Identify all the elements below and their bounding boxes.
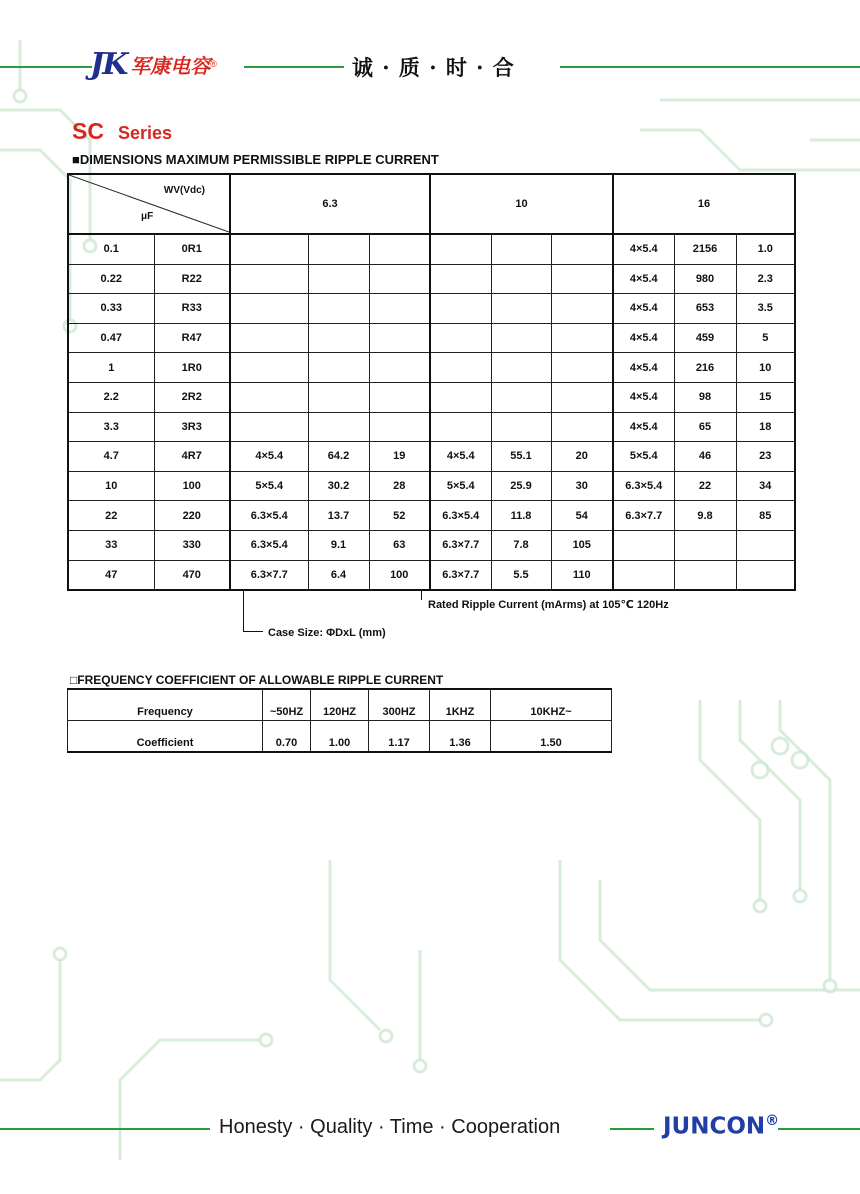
voltage-header-16: 16 [613, 174, 795, 234]
code-cell: 330 [154, 530, 230, 560]
code-cell: R47 [154, 323, 230, 353]
case-size-cell: 6.3×5.4 [230, 530, 308, 560]
case-size-cell: 4×5.4 [613, 353, 674, 383]
ripple-current-cell [308, 353, 369, 383]
coefficient-cell: 1.36 [430, 721, 491, 753]
third-value-cell [369, 323, 430, 353]
logo-mark: JK [90, 46, 127, 82]
series-code: SC [72, 118, 104, 144]
third-value-cell: 15 [736, 382, 795, 412]
code-cell: R22 [154, 264, 230, 294]
header-line-right [560, 66, 860, 68]
ripple-current-cell [491, 294, 551, 324]
code-cell: 470 [154, 560, 230, 590]
ripple-current-cell: 25.9 [491, 471, 551, 501]
table-row [68, 560, 795, 590]
code-cell: 4R7 [154, 442, 230, 472]
third-value-cell [736, 530, 795, 560]
capacitance-cell: 3.3 [68, 412, 154, 442]
case-size-cell [430, 353, 491, 383]
ripple-current-cell: 65 [674, 412, 736, 442]
ripple-current-cell [308, 234, 369, 264]
footer-line-left [0, 1128, 210, 1130]
third-value-cell: 19 [369, 442, 430, 472]
case-size-cell [430, 382, 491, 412]
case-size-cell [230, 264, 308, 294]
case-size-cell: 6.3×5.4 [613, 471, 674, 501]
table-row [68, 471, 795, 501]
case-size-cell [230, 234, 308, 264]
third-value-cell: 2.3 [736, 264, 795, 294]
case-size-cell: 6.3×5.4 [230, 501, 308, 531]
third-value-cell: 30 [551, 471, 613, 501]
ripple-current-cell: 55.1 [491, 442, 551, 472]
case-size-cell [430, 234, 491, 264]
third-value-cell: 10 [736, 353, 795, 383]
header-wv-label: WV(Vdc) [163, 185, 205, 196]
ripple-current-cell: 64.2 [308, 442, 369, 472]
capacitance-cell: 47 [68, 560, 154, 590]
third-value-cell: 110 [551, 560, 613, 590]
third-value-cell [369, 412, 430, 442]
code-cell: R33 [154, 294, 230, 324]
third-value-cell: 63 [369, 530, 430, 560]
case-size-cell: 4×5.4 [613, 412, 674, 442]
capacitance-cell: 0.47 [68, 323, 154, 353]
capacitance-cell: 2.2 [68, 382, 154, 412]
logo-registered: ® [210, 59, 217, 69]
third-value-cell [369, 234, 430, 264]
case-annotation: Case Size: ΦDxL (mm) [268, 627, 386, 639]
ripple-current-cell: 2156 [674, 234, 736, 264]
brand-registered: ® [765, 1113, 780, 1129]
ripple-current-cell [674, 530, 736, 560]
case-size-cell: 5×5.4 [613, 442, 674, 472]
ripple-current-cell [308, 412, 369, 442]
case-size-cell [230, 412, 308, 442]
frequency-cell: ~50HZ [263, 689, 311, 721]
case-size-cell: 6.3×5.4 [430, 501, 491, 531]
case-size-cell [230, 353, 308, 383]
logo-chinese-name: 军康电容 [130, 53, 211, 78]
footer-slogan: Honesty · Quality · Time · Cooperation [219, 1116, 561, 1138]
case-size-cell [430, 264, 491, 294]
coefficient-row [68, 721, 612, 753]
corner-diagonal [69, 175, 229, 233]
header-line-middle [244, 66, 344, 68]
series-title [72, 118, 172, 145]
ripple-current-cell [491, 412, 551, 442]
case-size-cell [230, 294, 308, 324]
ripple-current-cell: 22 [674, 471, 736, 501]
case-size-cell: 4×5.4 [613, 234, 674, 264]
ripple-current-cell: 9.8 [674, 501, 736, 531]
table-row [68, 264, 795, 294]
section-title-dimensions: ■DIMENSIONS MAXIMUM PERMISSIBLE RIPPLE CURRENT [72, 152, 439, 167]
capacitance-cell: 1 [68, 353, 154, 383]
third-value-cell [551, 353, 613, 383]
third-value-cell [369, 353, 430, 383]
case-size-cell: 5×5.4 [230, 471, 308, 501]
table-row [68, 323, 795, 353]
header-motto: 诚 · 质 · 时 · 合 [352, 55, 515, 80]
header-corner-cell [68, 174, 230, 234]
coefficient-cell: 0.70 [263, 721, 311, 753]
third-value-cell: 54 [551, 501, 613, 531]
brand-name: JUNCON [663, 1113, 766, 1140]
ripple-current-cell [491, 353, 551, 383]
voltage-header-10: 10 [430, 174, 613, 234]
capacitance-cell: 0.33 [68, 294, 154, 324]
case-size-cell [430, 323, 491, 353]
section-title-frequency: □FREQUENCY COEFFICIENT OF ALLOWABLE RIPPLE CURRENT [70, 673, 444, 687]
ripple-current-cell: 5.5 [491, 560, 551, 590]
frequency-cell: 120HZ [311, 689, 369, 721]
code-cell: 3R3 [154, 412, 230, 442]
ripple-current-cell [674, 560, 736, 590]
code-cell: 220 [154, 501, 230, 531]
capacitance-cell: 4.7 [68, 442, 154, 472]
ripple-current-cell: 980 [674, 264, 736, 294]
capacitance-cell: 33 [68, 530, 154, 560]
ripple-annotation-leader [421, 590, 422, 600]
case-size-cell: 4×5.4 [613, 294, 674, 324]
third-value-cell [369, 382, 430, 412]
header-line-left [0, 66, 92, 68]
case-size-cell: 4×5.4 [430, 442, 491, 472]
table-row [68, 501, 795, 531]
third-value-cell: 18 [736, 412, 795, 442]
third-value-cell: 105 [551, 530, 613, 560]
capacitance-cell: 10 [68, 471, 154, 501]
third-value-cell [551, 382, 613, 412]
ripple-current-cell: 6.4 [308, 560, 369, 590]
capacitance-cell: 22 [68, 501, 154, 531]
third-value-cell [551, 264, 613, 294]
coefficient-cell: 1.00 [311, 721, 369, 753]
case-size-cell [430, 294, 491, 324]
footer-brand [663, 1113, 779, 1140]
case-size-cell [430, 412, 491, 442]
frequency-cell: 300HZ [369, 689, 430, 721]
frequency-cell: 10KHZ~ [491, 689, 612, 721]
table-row [68, 234, 795, 264]
ripple-current-cell: 98 [674, 382, 736, 412]
case-size-cell [613, 560, 674, 590]
coefficient-cell: 1.17 [369, 721, 430, 753]
case-size-cell: 6.3×7.7 [430, 530, 491, 560]
third-value-cell [369, 294, 430, 324]
ripple-current-cell: 13.7 [308, 501, 369, 531]
table-row [68, 530, 795, 560]
ripple-current-cell: 11.8 [491, 501, 551, 531]
ripple-current-cell [308, 294, 369, 324]
ripple-current-cell [491, 323, 551, 353]
third-value-cell [551, 234, 613, 264]
capacitance-cell: 0.22 [68, 264, 154, 294]
series-word: Series [117, 123, 172, 143]
third-value-cell: 52 [369, 501, 430, 531]
ripple-current-cell [491, 382, 551, 412]
footer-line-middle [610, 1128, 654, 1130]
ripple-current-cell: 7.8 [491, 530, 551, 560]
third-value-cell: 23 [736, 442, 795, 472]
third-value-cell: 85 [736, 501, 795, 531]
ripple-current-cell: 30.2 [308, 471, 369, 501]
table-row [68, 442, 795, 472]
ripple-current-cell [308, 323, 369, 353]
third-value-cell: 28 [369, 471, 430, 501]
ripple-current-cell [308, 382, 369, 412]
third-value-cell: 3.5 [736, 294, 795, 324]
case-size-cell: 4×5.4 [613, 323, 674, 353]
voltage-header-6-3: 6.3 [230, 174, 430, 234]
code-cell: 1R0 [154, 353, 230, 383]
case-size-cell: 4×5.4 [613, 264, 674, 294]
table-row [68, 382, 795, 412]
case-annotation-leader-vertical [243, 590, 244, 632]
table-row [68, 353, 795, 383]
header-uf-label: μF [141, 211, 154, 222]
frequency-cell: 1KHZ [430, 689, 491, 721]
frequency-label: Frequency [68, 689, 263, 721]
case-size-cell: 6.3×7.7 [230, 560, 308, 590]
frequency-coefficient-table [67, 688, 612, 753]
case-size-cell: 5×5.4 [430, 471, 491, 501]
third-value-cell [551, 294, 613, 324]
company-logo [90, 46, 217, 82]
code-cell: 0R1 [154, 234, 230, 264]
ripple-current-cell: 653 [674, 294, 736, 324]
case-size-cell: 4×5.4 [613, 382, 674, 412]
ripple-current-cell: 216 [674, 353, 736, 383]
code-cell: 100 [154, 471, 230, 501]
ripple-current-cell [308, 264, 369, 294]
ripple-current-cell: 46 [674, 442, 736, 472]
ripple-current-cell: 9.1 [308, 530, 369, 560]
third-value-cell [369, 264, 430, 294]
third-value-cell [551, 323, 613, 353]
third-value-cell: 5 [736, 323, 795, 353]
ripple-current-cell [491, 264, 551, 294]
case-size-cell [230, 323, 308, 353]
third-value-cell [736, 560, 795, 590]
capacitance-cell: 0.1 [68, 234, 154, 264]
case-size-cell: 4×5.4 [230, 442, 308, 472]
code-cell: 2R2 [154, 382, 230, 412]
case-size-cell: 6.3×7.7 [613, 501, 674, 531]
third-value-cell: 34 [736, 471, 795, 501]
third-value-cell: 100 [369, 560, 430, 590]
case-annotation-leader-horizontal [243, 631, 263, 632]
case-size-cell [230, 382, 308, 412]
table-row [68, 412, 795, 442]
ripple-current-cell [491, 234, 551, 264]
coefficient-cell: 1.50 [491, 721, 612, 753]
coefficient-label: Coefficient [68, 721, 263, 753]
frequency-row [68, 689, 612, 721]
ripple-current-cell: 459 [674, 323, 736, 353]
case-size-cell: 6.3×7.7 [430, 560, 491, 590]
ripple-annotation: Rated Ripple Current (mArms) at 105℃ 120Hz [428, 599, 669, 611]
footer-line-right [778, 1128, 860, 1130]
table-header-row [68, 174, 795, 234]
case-size-cell [613, 530, 674, 560]
third-value-cell: 1.0 [736, 234, 795, 264]
third-value-cell: 20 [551, 442, 613, 472]
ripple-current-table [67, 173, 796, 591]
third-value-cell [551, 412, 613, 442]
table-row [68, 294, 795, 324]
